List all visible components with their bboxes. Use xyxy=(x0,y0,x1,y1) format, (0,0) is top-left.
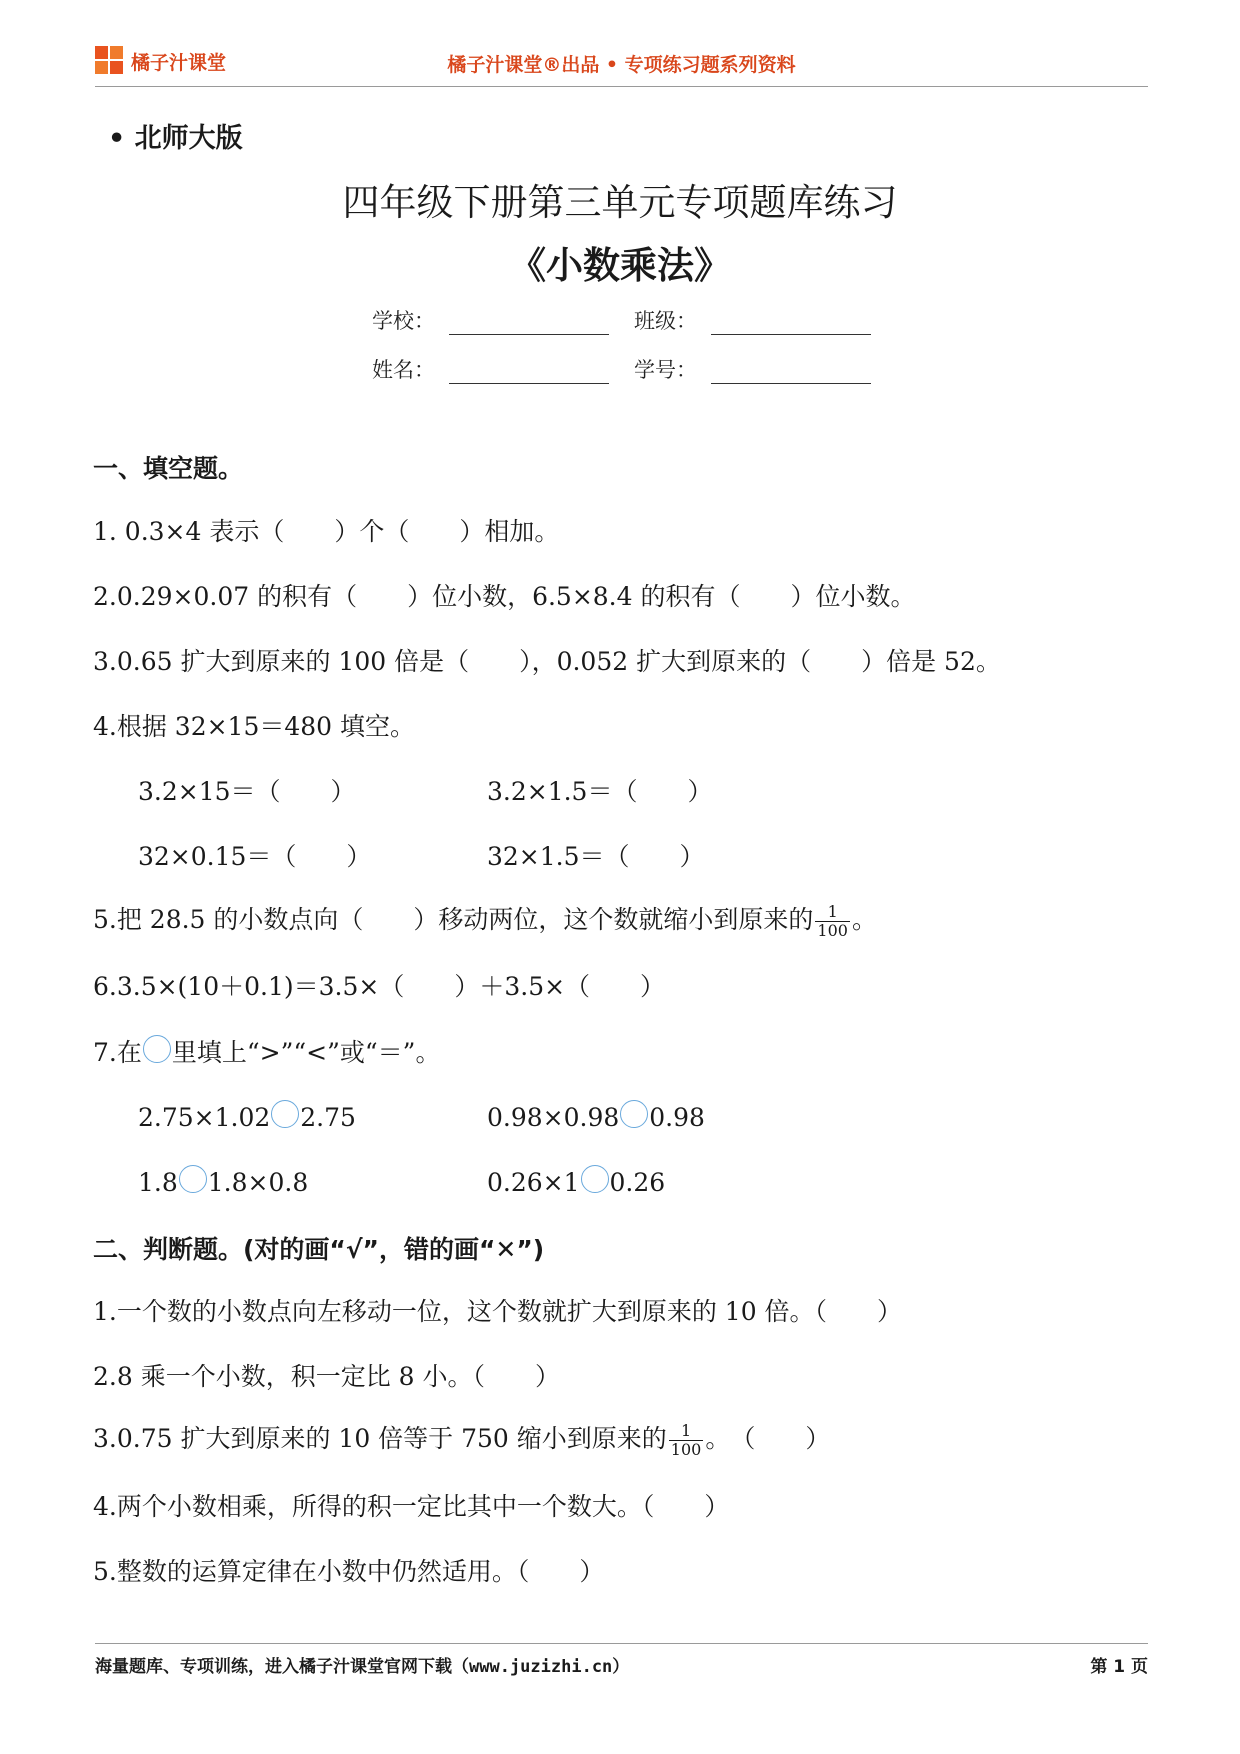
page-subtitle: 《小数乘法》 xyxy=(509,244,731,287)
name-field xyxy=(372,354,609,384)
section-judge-heading: 二、判断题。(对的画“√”，错的画“✕”) xyxy=(93,1235,545,1264)
school-field xyxy=(372,305,609,335)
compare-circle-input[interactable] xyxy=(271,1100,299,1128)
number-field xyxy=(634,354,871,384)
question-1-4c: 32×0.15＝（ ） xyxy=(138,842,372,871)
question-1-2: 2.0.29×0.07 的积有（ ）位小数，6.5×8.4 的积有（ ）位小数。 xyxy=(93,582,916,611)
question-2-5: 5.整数的运算定律在小数中仍然适用。（ ） xyxy=(93,1557,605,1586)
class-field xyxy=(634,305,871,335)
question-2-2: 2.8 乘一个小数，积一定比 8 小。（ ） xyxy=(93,1362,561,1391)
question-1-3: 3.0.65 扩大到原来的 100 倍是（ ），0.052 扩大到原来的（ ）倍是 52。 xyxy=(93,647,1001,676)
name-label: 姓名： xyxy=(372,358,435,382)
question-1-4b: 3.2×1.5＝（ ） xyxy=(487,777,713,806)
page-title: 四年级下册第三单元专项题库练习 xyxy=(342,181,898,224)
question-1-6: 6.3.5×(10＋0.1)＝3.5×（ ）＋3.5×（ ） xyxy=(93,972,666,1001)
question-1-4a: 3.2×15＝（ ） xyxy=(138,777,356,806)
compare-circle-input[interactable] xyxy=(581,1165,609,1193)
question-1-7c: 1.8 1.8×0.8 xyxy=(138,1165,308,1200)
question-2-3: 3.0.75 扩大到原来的 10 倍等于 750 缩小到原来的 $\frac{1}{100}$ 。 （ ） xyxy=(93,1421,831,1459)
number-label: 学号： xyxy=(634,358,697,382)
footer-note: 海量题库、专项训练，进入橘子汁课堂官网下载（www.juzizhi.cn） xyxy=(95,1657,630,1677)
name-blank[interactable] xyxy=(449,382,609,384)
question-1-1: 1. 0.3×4 表示（ ）个（ ）相加。 xyxy=(93,517,560,546)
question-1-5: 5.把 28.5 的小数点向（ ）移动两位，这个数就缩小到原来的 $\frac{1}{100}$ 。 xyxy=(93,902,877,940)
fraction: $\frac{1}{100}$ xyxy=(817,902,848,940)
page-number: 第 1 页 xyxy=(1090,1657,1148,1677)
page-footer xyxy=(95,1643,1148,1677)
compare-circle-icon xyxy=(143,1035,171,1063)
fraction: $\frac{1}{100}$ xyxy=(670,1421,702,1459)
class-blank[interactable] xyxy=(711,333,871,335)
question-1-7a: 2.75×1.02 2.75 xyxy=(138,1100,356,1135)
page-header xyxy=(95,40,1148,87)
header-title: 橘子汁课堂®出品 • 专项练习题系列资料 xyxy=(447,54,796,76)
compare-circle-input[interactable] xyxy=(620,1100,648,1128)
question-1-4d: 32×1.5＝（ ） xyxy=(487,842,705,871)
number-blank[interactable] xyxy=(711,382,871,384)
section-fill-blank-heading: 一、填空题。 xyxy=(93,454,244,483)
compare-circle-input[interactable] xyxy=(179,1165,207,1193)
logo-text: 橘子汁课堂 xyxy=(131,51,227,74)
question-1-7d: 0.26×1 0.26 xyxy=(487,1165,665,1200)
school-label: 学校： xyxy=(372,309,435,333)
question-2-1: 1.一个数的小数点向左移动一位，这个数就扩大到原来的 10 倍。（ ） xyxy=(93,1297,903,1326)
question-1-5-text: 5.把 28.5 的小数点向（ ）移动两位，这个数就缩小到原来的 xyxy=(93,905,814,934)
question-1-4: 4.根据 32×15＝480 填空。 xyxy=(93,712,416,741)
edition-label: • 北师大版 xyxy=(108,123,243,154)
school-blank[interactable] xyxy=(449,333,609,335)
question-2-4: 4.两个小数相乘，所得的积一定比其中一个数大。（ ） xyxy=(93,1492,730,1521)
class-label: 班级： xyxy=(634,309,697,333)
question-1-7: 7.在 里填上“>”“<”或“＝”。 xyxy=(93,1035,440,1070)
question-1-7b: 0.98×0.98 0.98 xyxy=(487,1100,705,1135)
